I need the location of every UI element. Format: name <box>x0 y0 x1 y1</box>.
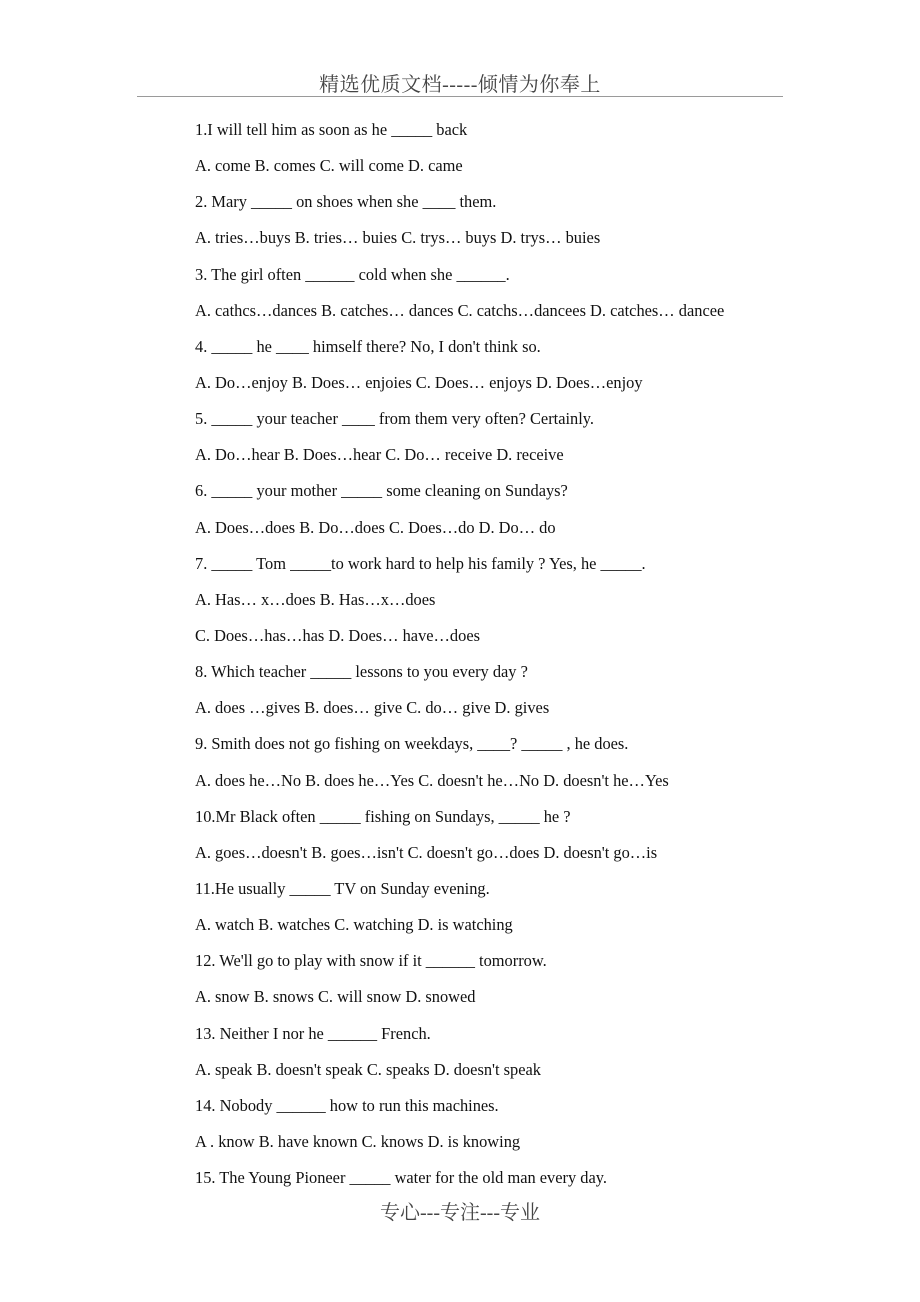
options-6: A. Does…does B. Do…does C. Does…do D. Do… do <box>195 517 556 537</box>
question-9: 9. Smith does not go fishing on weekdays, ____? _____ , he does. <box>195 734 629 754</box>
question-15: 15. The Young Pioneer _____ water for the old man every day. <box>195 1168 607 1188</box>
options-8: A. does …gives B. does… give C. do… give D. gives <box>195 698 550 718</box>
options-10: A. goes…doesn't B. goes…isn't C. doesn't go…does D. doesn't go…is <box>195 842 658 862</box>
question-5: 5. _____ your teacher ____ from them very often? Certainly. <box>195 409 595 429</box>
page-header: 精选优质文档-----倾情为你奉上 <box>319 74 601 96</box>
question-3: 3. The girl often ______ cold when she ______. <box>195 264 510 284</box>
options-2: A. tries…buys B. tries… buies C. trys… buys D. trys… buies <box>195 228 601 248</box>
question-11: 11.He usually _____ TV on Sunday evening. <box>195 878 490 898</box>
options-12: A. snow B. snows C. will snow D. snowed <box>195 987 476 1007</box>
question-8: 8. Which teacher _____ lessons to you every day ? <box>195 662 528 682</box>
question-7: 7. _____ Tom _____to work hard to help his family ? Yes, he _____. <box>195 553 646 573</box>
options-5: A. Do…hear B. Does…hear C. Do… receive D. receive <box>195 445 564 465</box>
question-13: 13. Neither I nor he ______ French. <box>195 1023 431 1043</box>
question-4: 4. _____ he ____ himself there? No, I don't think so. <box>195 336 541 356</box>
question-list <box>195 119 835 1203</box>
question-14: 14. Nobody ______ how to run this machines. <box>195 1095 499 1115</box>
options-7a: A. Has… x…does B. Has…x…does <box>195 589 436 609</box>
question-6: 6. _____ your mother _____ some cleaning on Sundays? <box>195 481 568 501</box>
question-12: 12. We'll go to play with snow if it ______ tomorrow. <box>195 951 547 971</box>
page-footer: 专心---专注---专业 <box>380 1202 540 1224</box>
options-11: A. watch B. watches C. watching D. is watching <box>195 915 513 935</box>
options-4: A. Do…enjoy B. Does… enjoies C. Does… enjoys D. Does…enjoy <box>195 372 643 392</box>
question-2: 2. Mary _____ on shoes when she ____ them. <box>195 192 497 212</box>
header-divider <box>137 96 783 97</box>
options-9: A. does he…No B. does he…Yes C. doesn't he…No D. doesn't he…Yes <box>195 770 669 790</box>
question-1: 1.I will tell him as soon as he _____ back <box>195 120 468 139</box>
options-1: A. come B. comes C. will come D. came <box>195 156 463 176</box>
options-13: A. speak B. doesn't speak C. speaks D. doesn't speak <box>195 1059 541 1079</box>
question-10: 10.Mr Black often _____ fishing on Sundays, _____ he ? <box>195 806 571 826</box>
options-7b: C. Does…has…has D. Does… have…does <box>195 625 480 645</box>
options-14: A . know B. have known C. knows D. is knowing <box>195 1131 521 1151</box>
options-3: A. cathcs…dances B. catches… dances C. catchs…dancees D. catches… dancee <box>195 300 725 320</box>
